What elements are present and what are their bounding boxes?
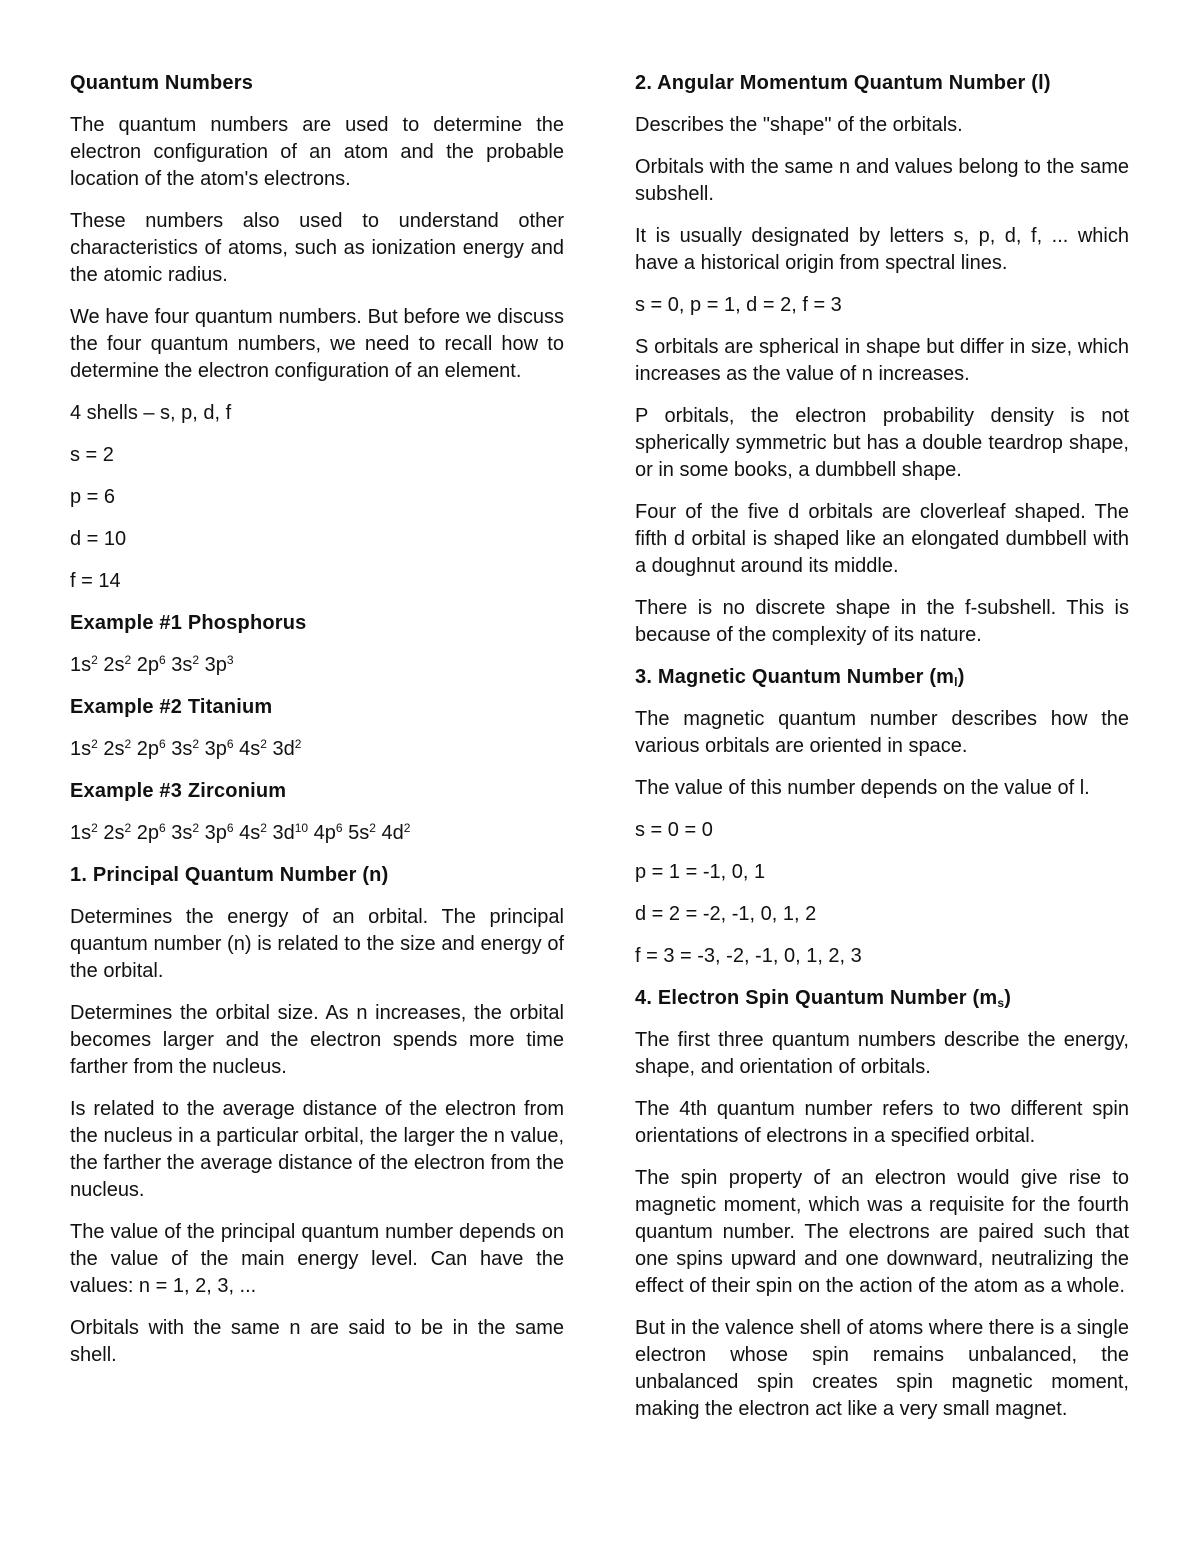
spin-heading-text: 4. Electron Spin Quantum Number (m bbox=[635, 987, 998, 1009]
config-term bbox=[314, 822, 343, 844]
intro-paragraph-2: These numbers also used to understand other characteristics of atoms, such as ionization energy and the atomic radius. bbox=[70, 210, 564, 286]
config-exponent: 2 bbox=[192, 821, 200, 835]
left-column bbox=[70, 70, 564, 1384]
config-orbital: 5s bbox=[348, 822, 370, 844]
config-orbital: 2p bbox=[136, 654, 159, 676]
config-term bbox=[205, 654, 234, 676]
config-orbital: 2p bbox=[136, 822, 159, 844]
config-term bbox=[70, 738, 98, 760]
config-exponent: 2 bbox=[124, 821, 132, 835]
config-orbital: 4d bbox=[381, 822, 404, 844]
principal-paragraph-2: Determines the orbital size. As n increases, the orbital becomes larger and the electron spends more time farther from the nucleus. bbox=[70, 1002, 564, 1078]
config-exponent: 6 bbox=[159, 821, 166, 835]
d-capacity: d = 10 bbox=[70, 528, 127, 550]
example-1-title: Example #1 Phosphorus bbox=[70, 612, 307, 634]
s-capacity: s = 2 bbox=[70, 444, 114, 466]
config-term bbox=[239, 822, 267, 844]
config-term bbox=[70, 654, 98, 676]
config-exponent: 2 bbox=[91, 737, 98, 751]
config-orbital: 3d bbox=[272, 738, 295, 760]
config-term bbox=[382, 822, 411, 844]
config-orbital: 1s bbox=[70, 738, 92, 760]
config-term bbox=[273, 822, 309, 844]
config-term bbox=[171, 822, 199, 844]
angular-values: s = 0, p = 1, d = 2, f = 3 bbox=[635, 294, 842, 316]
config-term bbox=[171, 654, 199, 676]
example-2-title: Example #2 Titanium bbox=[70, 696, 273, 718]
config-exponent: 2 bbox=[124, 653, 132, 667]
example-3-config bbox=[70, 820, 564, 847]
config-orbital: 2s bbox=[103, 822, 125, 844]
config-term bbox=[205, 738, 234, 760]
magnetic-heading bbox=[635, 664, 1129, 691]
right-column bbox=[635, 70, 1129, 1438]
config-exponent: 2 bbox=[294, 737, 302, 751]
config-exponent: 2 bbox=[192, 653, 200, 667]
config-exponent: 2 bbox=[260, 737, 267, 751]
spin-paragraph-4: But in the valence shell of atoms where there is a single electron whose spin remains unbalanced, the unbalanced spin creates spin magnetic moment, making the electron act like a very small magnet. bbox=[635, 1317, 1129, 1420]
spin-paragraph-2: The 4th quantum number refers to two different spin orientations of electrons in a specified orbital. bbox=[635, 1098, 1129, 1147]
config-exponent: 6 bbox=[335, 821, 343, 835]
spin-heading-subscript: s bbox=[997, 996, 1005, 1010]
magnetic-paragraph-1: The magnetic quantum number describes how the various orbitals are oriented in space. bbox=[635, 708, 1129, 757]
config-orbital: 3p bbox=[204, 822, 227, 844]
principal-paragraph-1: Determines the energy of an orbital. The principal quantum number (n) is related to the size and energy of the orbital. bbox=[70, 906, 564, 982]
config-term bbox=[348, 822, 376, 844]
page-title: Quantum Numbers bbox=[70, 72, 254, 94]
angular-paragraph-5: S orbitals are spherical in shape but differ in size, which increases as the value of n increases. bbox=[635, 336, 1129, 385]
config-exponent: 6 bbox=[159, 737, 166, 751]
config-term bbox=[70, 822, 98, 844]
spin-heading-close: ) bbox=[1004, 987, 1012, 1009]
magnetic-heading-text: 3. Magnetic Quantum Number (m bbox=[635, 666, 955, 688]
config-orbital: 1s bbox=[70, 654, 92, 676]
principal-heading: 1. Principal Quantum Number (n) bbox=[70, 864, 389, 886]
angular-heading: 2. Angular Momentum Quantum Number (l) bbox=[635, 72, 1051, 94]
angular-paragraph-1: Describes the "shape" of the orbitals. bbox=[635, 114, 963, 136]
config-term bbox=[137, 738, 166, 760]
config-orbital: 3s bbox=[171, 822, 193, 844]
config-exponent: 2 bbox=[192, 737, 200, 751]
config-term bbox=[103, 654, 131, 676]
config-exponent: 3 bbox=[226, 653, 234, 667]
config-orbital: 2s bbox=[103, 654, 125, 676]
config-orbital: 2p bbox=[136, 738, 159, 760]
config-exponent: 2 bbox=[91, 653, 98, 667]
f-capacity: f = 14 bbox=[70, 570, 121, 592]
magnetic-heading-subscript: l bbox=[954, 675, 958, 689]
example-1-config bbox=[70, 652, 564, 679]
magnetic-heading-close: ) bbox=[957, 666, 965, 688]
spin-paragraph-1: The first three quantum numbers describe the energy, shape, and orientation of orbitals. bbox=[635, 1029, 1129, 1078]
intro-paragraph-1: The quantum numbers are used to determine the electron configuration of an atom and the probable location of the atom's electrons. bbox=[70, 114, 564, 190]
config-term bbox=[171, 738, 199, 760]
config-exponent: 2 bbox=[260, 821, 267, 835]
principal-paragraph-4: The value of the principal quantum number depends on the value of the main energy level. Can have the values: n = 1, 2, 3, ... bbox=[70, 1221, 564, 1297]
config-orbital: 1s bbox=[70, 822, 92, 844]
config-exponent: 2 bbox=[124, 737, 132, 751]
angular-paragraph-7: Four of the five d orbitals are cloverleaf shaped. The fifth d orbital is shaped like an elongated dumbbell with a doughnut around its middle. bbox=[635, 501, 1129, 577]
angular-paragraph-6: P orbitals, the electron probability density is not spherically symmetric but has a double teardrop shape, or in some books, a dumbbell shape. bbox=[635, 405, 1129, 481]
config-orbital: 3s bbox=[171, 654, 193, 676]
config-exponent: 2 bbox=[91, 821, 98, 835]
angular-paragraph-3: It is usually designated by letters s, p, d, f, ... which have a historical origin from spectral lines. bbox=[635, 225, 1129, 274]
config-exponent: 6 bbox=[226, 737, 234, 751]
config-exponent: 2 bbox=[369, 821, 376, 835]
config-term bbox=[103, 738, 131, 760]
magnetic-paragraph-2: The value of this number depends on the value of l. bbox=[635, 777, 1090, 799]
shells-line: 4 shells – s, p, d, f bbox=[70, 402, 232, 424]
principal-paragraph-5: Orbitals with the same n are said to be in the same shell. bbox=[70, 1317, 564, 1366]
config-orbital: 4p bbox=[313, 822, 336, 844]
p-capacity: p = 6 bbox=[70, 486, 116, 508]
config-orbital: 3p bbox=[204, 654, 227, 676]
config-term bbox=[137, 654, 166, 676]
config-term bbox=[137, 822, 166, 844]
angular-paragraph-8: There is no discrete shape in the f-subshell. This is because of the complexity of its nature. bbox=[635, 597, 1129, 646]
spin-paragraph-3: The spin property of an electron would give rise to magnetic moment, which was a requisite for the fourth quantum number. The electrons are paired such that one spins upward and one downward, neutralizing the effect of their spin on the action of the atom as a whole. bbox=[635, 1167, 1129, 1297]
intro-paragraph-3: We have four quantum numbers. But before we discuss the four quantum numbers, we need to recall how to determine the electron configuration of an element. bbox=[70, 306, 564, 382]
config-exponent: 6 bbox=[159, 653, 166, 667]
config-term bbox=[103, 822, 131, 844]
magnetic-value-p: p = 1 = -1, 0, 1 bbox=[635, 861, 766, 883]
config-orbital: 3s bbox=[171, 738, 193, 760]
config-orbital: 3d bbox=[272, 822, 295, 844]
config-orbital: 4s bbox=[239, 822, 261, 844]
config-term bbox=[239, 738, 267, 760]
config-orbital: 3p bbox=[204, 738, 227, 760]
config-orbital: 4s bbox=[239, 738, 261, 760]
angular-paragraph-2: Orbitals with the same n and values belong to the same subshell. bbox=[635, 156, 1129, 205]
magnetic-value-d: d = 2 = -2, -1, 0, 1, 2 bbox=[635, 903, 817, 925]
config-term bbox=[205, 822, 234, 844]
config-term bbox=[273, 738, 302, 760]
principal-paragraph-3: Is related to the average distance of the electron from the nucleus in a particular orbital, the larger the n value, the farther the average distance of the electron from the nucleus. bbox=[70, 1098, 564, 1201]
config-orbital: 2s bbox=[103, 738, 125, 760]
example-3-title: Example #3 Zirconium bbox=[70, 780, 287, 802]
example-2-config bbox=[70, 736, 564, 763]
magnetic-value-s: s = 0 = 0 bbox=[635, 819, 713, 841]
spin-heading bbox=[635, 985, 1129, 1012]
magnetic-value-f: f = 3 = -3, -2, -1, 0, 1, 2, 3 bbox=[635, 945, 862, 967]
config-exponent: 2 bbox=[403, 821, 411, 835]
config-exponent: 6 bbox=[226, 821, 234, 835]
config-exponent: 10 bbox=[294, 821, 309, 835]
